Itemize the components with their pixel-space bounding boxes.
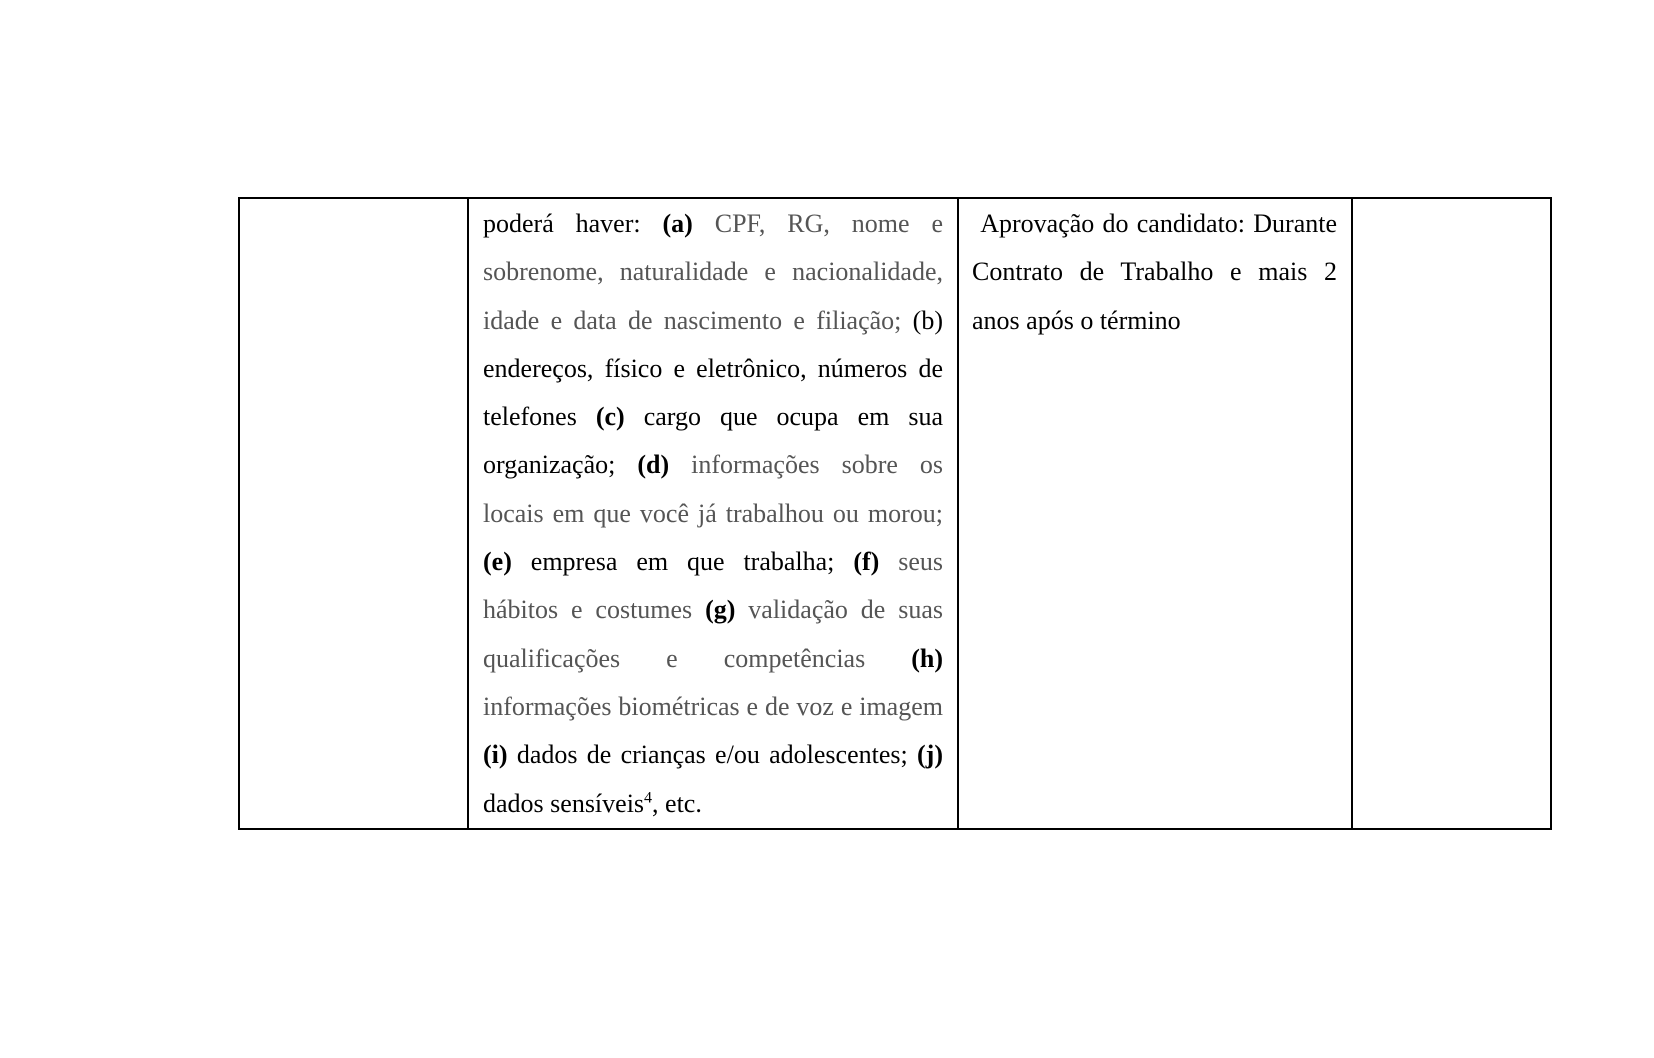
data-table: [238, 197, 1552, 830]
text-segment: cargo que ocupa em sua organização;: [483, 402, 944, 480]
item-marker-e: (e): [483, 547, 512, 577]
text-segment: dados sensíveis: [483, 788, 645, 818]
text-segment: validação de suas qualificações e competências: [483, 595, 943, 673]
item-marker-h: (h): [911, 643, 943, 673]
text-segment: seus hábitos e costumes: [483, 547, 944, 625]
data-description-text: [469, 199, 957, 828]
item-marker-d: (d): [637, 450, 670, 480]
table-cell-data-description: [468, 198, 958, 829]
text-segment-tail: , etc.: [652, 788, 702, 818]
item-marker-c: (c): [595, 402, 625, 432]
text-segment: (b) endereços, físico e eletrônico, números de telefones: [483, 305, 943, 432]
text-segment: CPF, RG, nome e sobrenome, naturalidade e nacionalidade, idade e data de nascimento e filiação;: [483, 209, 944, 335]
text-segment: informações biométricas e de voz e imagem: [483, 691, 943, 721]
table-cell-empty-right: [1352, 198, 1551, 829]
item-marker-i: (i): [483, 740, 508, 770]
footnote-marker: 4: [644, 788, 653, 806]
retention-period-text: Aprovação do candidato: Durante Contrato de Trabalho e mais 2 anos após o término: [972, 209, 1344, 335]
text-segment: informações sobre os locais em que você já trabalhou ou morou;: [483, 450, 943, 528]
item-marker-a: (a): [662, 209, 693, 238]
text-segment: empresa em que trabalha;: [511, 547, 854, 577]
table-cell-retention-period: [958, 198, 1352, 829]
text-segment: dados de crianças e/ou adolescentes;: [507, 740, 918, 770]
item-marker-g: (g): [705, 595, 736, 625]
table-cell-empty-left: [239, 198, 468, 829]
text-segment: poderá haver:: [483, 209, 663, 238]
item-marker-j: (j): [917, 740, 943, 770]
table-row: [239, 198, 1551, 829]
item-marker-f: (f): [853, 547, 880, 577]
